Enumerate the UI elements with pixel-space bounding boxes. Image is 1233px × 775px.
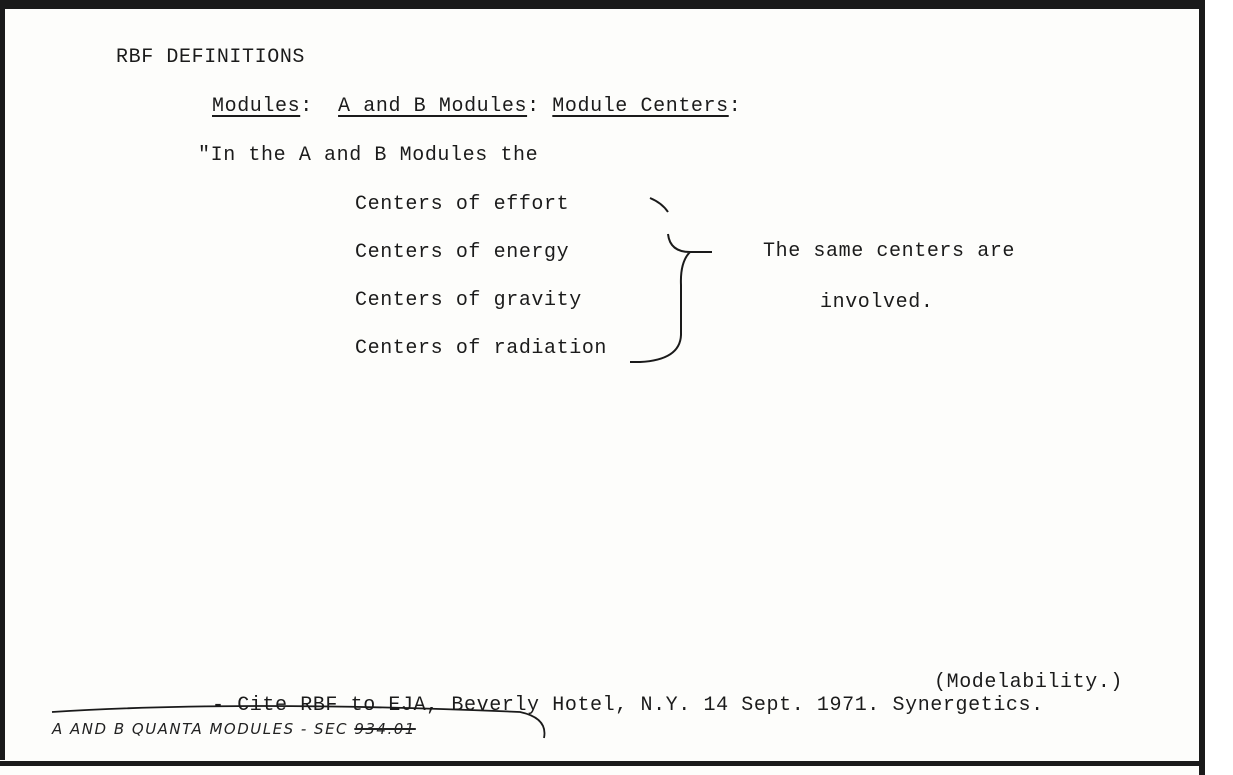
citation-line: - Cite RBF to EJA, Beverly Hotel, N.Y. 14 Sept. 1971. Synergetics. [212, 694, 1044, 717]
subject-term-module-centers: Module Centers [552, 95, 729, 118]
card-heading: RBF DEFINITIONS [116, 46, 306, 69]
subject-term-ab-modules: A and B Modules [338, 95, 528, 118]
source-title: (Modelability.) [934, 671, 1124, 694]
note-line-1: The same centers are [763, 240, 1016, 263]
subject-term-modules: Modules [212, 95, 301, 118]
card-bottom-border [0, 761, 1205, 766]
card-left-border [0, 0, 5, 760]
center-item-energy: Centers of energy [355, 241, 570, 264]
card-top-border [0, 0, 1204, 9]
brace-mark [630, 198, 712, 362]
center-item-radiation: Centers of radiation [355, 337, 608, 360]
crossed-out-number: 934.01 [354, 720, 416, 738]
center-item-gravity: Centers of gravity [355, 289, 582, 312]
quote-intro: "In the A and B Modules the [198, 144, 539, 167]
handwritten-note [52, 720, 416, 738]
subject-line: Modules: A and B Modules: Module Centers: [212, 95, 742, 118]
center-item-effort: Centers of effort [355, 193, 570, 216]
note-line-2: involved. [820, 291, 934, 314]
handwritten-text: A AND B QUANTA MODULES - SEC [52, 720, 349, 738]
page-margin [1205, 0, 1233, 775]
